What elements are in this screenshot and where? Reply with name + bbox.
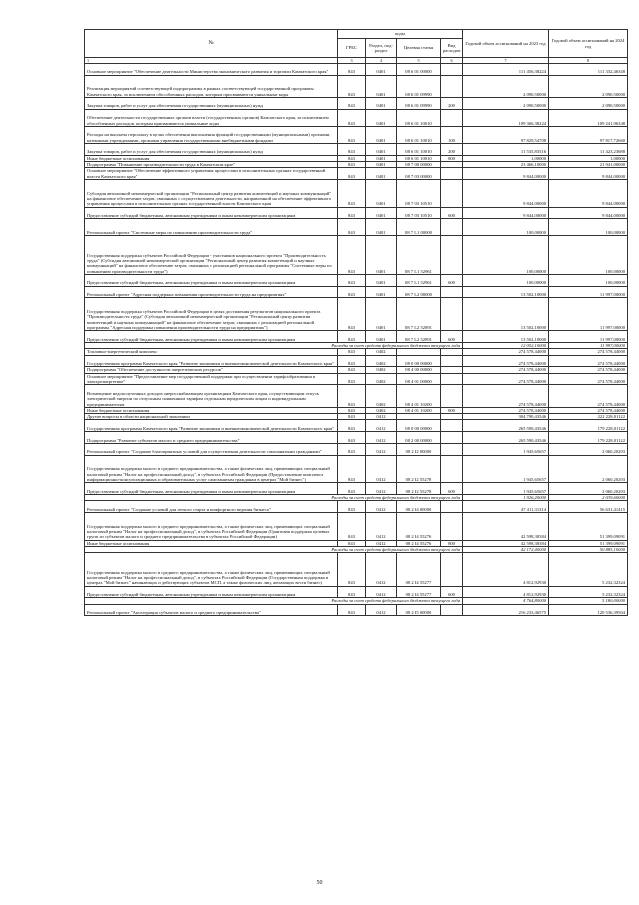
- section-code: 0401: [366, 143, 397, 155]
- target-code: 08 7 L2 00000: [397, 286, 441, 298]
- amount-2023: 1 945,65657: [463, 455, 549, 483]
- expense-type-code: [441, 168, 463, 180]
- row-description: Расходы за счет средств федерального бюджета текущего года: [85, 598, 463, 604]
- table-row: [85, 179, 628, 207]
- expense-type-code: [441, 75, 463, 97]
- amount-2023: 274 578,44000: [463, 367, 549, 373]
- grbs-code: 843: [338, 455, 366, 483]
- expense-type-code: [441, 355, 463, 367]
- expense-type-code: 600: [441, 483, 463, 495]
- amount-2023: 274 578,44000: [463, 407, 549, 413]
- amount-2024: 100,00000: [549, 219, 628, 236]
- section-code: 0402: [366, 355, 397, 367]
- section-code: 0412: [366, 443, 397, 455]
- table-row: [85, 331, 628, 343]
- grbs-code: 843: [338, 540, 366, 546]
- amount-2023: 97 829,54708: [463, 126, 549, 143]
- expense-type-code: [441, 219, 463, 236]
- section-code: 0401: [366, 109, 397, 126]
- expense-type-code: [441, 443, 463, 455]
- amount-2023: 4 764,80000: [463, 598, 549, 604]
- amount-2024: 2 060,20203: [549, 483, 628, 495]
- row-description: Государственная программа Камчатского края "Развитие экономики и внешнеэкономической деятельности Камчатского края": [85, 420, 338, 432]
- section-code: 0401: [366, 219, 397, 236]
- section-code: 0412: [366, 414, 397, 420]
- amount-2024: 179 228,01122: [549, 420, 628, 432]
- grbs-code: 843: [338, 331, 366, 343]
- row-description: Расходы за счет средств федерального бюджета текущего года: [85, 494, 463, 500]
- amount-2024: 2 060,20203: [549, 443, 628, 455]
- row-description: Региональный проект "Создание условий для легкого старта и комфортного ведения бизнеса": [85, 501, 338, 513]
- amount-2023: 42 598,38384: [463, 513, 549, 541]
- grbs-code: 843: [338, 219, 366, 236]
- row-description: Региональный проект "Адресная поддержка повышения производительности труда на предприятиях": [85, 286, 338, 298]
- row-description: Закупка товаров, работ и услуг для обеспечения государственных (муниципальных) нужд: [85, 143, 338, 155]
- row-description: Государственная поддержка малого и среднего предпринимательства, а также физических лиц, применяющих специальный налоговый режим "Налог на профессиональный доход", в субъектах Российской Федерации (Предоставление комплекса информационно-консультационных и образовательных услуг самозанятым гражданам в центрах "Мой бизнес"): [85, 455, 338, 483]
- grbs-code: 843: [338, 168, 366, 180]
- expense-type-code: 200: [441, 98, 463, 110]
- expense-type-code: 800: [441, 540, 463, 546]
- amount-2023: 23 466,10000: [463, 161, 549, 167]
- grbs-code: 843: [338, 407, 366, 413]
- row-description: Основное мероприятие "Обеспечение эффективного управления процессами в исполнительных органах государственной власти Камчатского края": [85, 168, 338, 180]
- section-code: 0412: [366, 455, 397, 483]
- table-row: [85, 219, 628, 236]
- section-code: 0401: [366, 161, 397, 167]
- column-index: 1: [85, 58, 338, 64]
- grbs-code: 843: [338, 553, 366, 586]
- target-code: 08 2 I2 55278: [397, 455, 441, 483]
- grbs-code: 843: [338, 414, 366, 420]
- target-code: 08 6 01 00000: [397, 64, 441, 76]
- amount-2023: 216 233,46575: [463, 604, 549, 616]
- table-row: [85, 385, 628, 407]
- target-code: 08 6 01 09990: [397, 98, 441, 110]
- row-description: Подпрограмма "Повышение производительности труда в Камчатском крае": [85, 161, 338, 167]
- table-header: [85, 30, 628, 64]
- table-row: [85, 286, 628, 298]
- row-description: Обеспечение деятельности государственных органов власти (государственных органов) Камчатского края, за исключением обособленных расходов, которым присваиваются уникальные коды: [85, 109, 338, 126]
- amount-2023: 13 502,10000: [463, 286, 549, 298]
- table-row: [85, 373, 628, 385]
- expense-type-code: [441, 385, 463, 407]
- expense-type-code: [441, 286, 463, 298]
- table-row: [85, 420, 628, 432]
- header-2024: Годовой объем ассигнований на 2024 год: [549, 30, 628, 58]
- expense-type-code: [441, 373, 463, 385]
- grbs-code: 843: [338, 298, 366, 331]
- amount-2024: 274 578,44000: [549, 385, 628, 407]
- expense-type-code: 100: [441, 126, 463, 143]
- amount-2023: 274 578,44000: [463, 349, 549, 355]
- target-code: 08 0 00 00000: [397, 355, 441, 367]
- grbs-code: 843: [338, 98, 366, 110]
- section-code: 0401: [366, 286, 397, 298]
- expense-type-code: [441, 179, 463, 207]
- table-row: [85, 553, 628, 586]
- amount-2023: 42 172,40000: [463, 547, 549, 553]
- header-2023: Годовой объем ассигнований на 2023 год: [463, 30, 549, 58]
- grbs-code: 843: [338, 385, 366, 407]
- grbs-code: 843: [338, 420, 366, 432]
- expense-type-code: [441, 236, 463, 274]
- amount-2023: 274 578,44000: [463, 385, 549, 407]
- grbs-code: 843: [338, 604, 366, 616]
- section-code: 0412: [366, 540, 397, 546]
- table-row: [85, 274, 628, 286]
- section-code: 0401: [366, 64, 397, 76]
- amount-2023: 9 844,00000: [463, 179, 549, 207]
- expense-type-code: 800: [441, 155, 463, 161]
- expense-type-code: 800: [441, 407, 463, 413]
- budget-table: [84, 29, 628, 616]
- header-expense-type: Вид расходов: [441, 39, 463, 58]
- amount-2023: 2 090,50000: [463, 98, 549, 110]
- row-description: Предоставление субсидий бюджетным, автономным учреждениям и иным некоммерческим организациям: [85, 331, 338, 343]
- page-number: 50: [316, 880, 323, 886]
- section-code: 0401: [366, 179, 397, 207]
- table-row: [85, 109, 628, 126]
- expense-type-code: [441, 298, 463, 331]
- grbs-code: 843: [338, 373, 366, 385]
- grbs-code: 843: [338, 75, 366, 97]
- table-row: [85, 236, 628, 274]
- amount-2023: 2 090,50000: [463, 75, 549, 97]
- section-code: 0412: [366, 513, 397, 541]
- row-description: Расходы за счет средств федерального бюджета текущего года: [85, 343, 463, 349]
- amount-2024: 274 578,44000: [549, 373, 628, 385]
- column-index: 3: [338, 58, 366, 64]
- amount-2023: 42 598,38384: [463, 540, 549, 546]
- table-row: [85, 168, 628, 180]
- grbs-code: 843: [338, 236, 366, 274]
- row-description: Региональный проект "Системные меры по повышению производительности труда": [85, 219, 338, 236]
- target-code: 08 7 L1 52961: [397, 274, 441, 286]
- section-code: 0412: [366, 604, 397, 616]
- amount-2023: 47 411,31314: [463, 501, 549, 513]
- expense-type-code: [441, 604, 463, 616]
- amount-2024: 1,00000: [549, 155, 628, 161]
- table-row: [85, 604, 628, 616]
- expense-type-code: [441, 513, 463, 541]
- row-description: Иные бюджетные ассигнования: [85, 155, 338, 161]
- amount-2023: 4 812,92930: [463, 586, 549, 598]
- amount-2023: 109 366,38224: [463, 109, 549, 126]
- amount-2023: 100,00000: [463, 236, 549, 274]
- amount-2024: 9 844,00000: [549, 179, 628, 207]
- target-code: 08 6 01 10010: [397, 155, 441, 161]
- amount-2023: 1 945,65657: [463, 483, 549, 495]
- amount-2023: 9 844,00000: [463, 168, 549, 180]
- amount-2023: 4 812,92930: [463, 553, 549, 586]
- expense-type-code: [441, 432, 463, 444]
- amount-2024: 11 997,00000: [549, 298, 628, 331]
- target-code: 08 4 01 10200: [397, 385, 441, 407]
- target-code: 08 7 03 00000: [397, 168, 441, 180]
- column-index: 6: [441, 58, 463, 64]
- target-code: 08 4 01 00000: [397, 373, 441, 385]
- expense-type-code: 600: [441, 274, 463, 286]
- table-row: [85, 126, 628, 143]
- target-code: 08 2 I4 55277: [397, 553, 441, 586]
- amount-2024: 274 578,44000: [549, 367, 628, 373]
- table-row: [85, 75, 628, 97]
- grbs-code: 843: [338, 64, 366, 76]
- grbs-code: 843: [338, 155, 366, 161]
- amount-2024: 100,00000: [549, 274, 628, 286]
- table-row: [85, 432, 628, 444]
- amount-2024: 274 578,44000: [549, 349, 628, 355]
- header-grbs: ГРБС: [338, 39, 366, 58]
- grbs-code: 843: [338, 274, 366, 286]
- amount-2024: 222 228,01122: [549, 414, 628, 420]
- row-description: Предоставление субсидий бюджетным, автономным учреждениям и иным некоммерческим организациям: [85, 207, 338, 219]
- section-code: 0401: [366, 126, 397, 143]
- grbs-code: 843: [338, 109, 366, 126]
- section-code: 0401: [366, 168, 397, 180]
- expense-type-code: 600: [441, 207, 463, 219]
- row-description: Предоставление субсидий бюджетным, автономным учреждениям и иным некоммерческим организациям: [85, 274, 338, 286]
- table-row: [85, 143, 628, 155]
- table-row: [85, 207, 628, 219]
- amount-2024: 179 228,01122: [549, 432, 628, 444]
- target-code: 08 2 00 00000: [397, 432, 441, 444]
- amount-2024: 51 399,09091: [549, 540, 628, 546]
- row-description: Иные бюджетные ассигнования: [85, 407, 338, 413]
- section-code: 0402: [366, 349, 397, 355]
- grbs-code: 843: [338, 349, 366, 355]
- grbs-code: 843: [338, 207, 366, 219]
- table-row: [85, 298, 628, 331]
- section-code: 0401: [366, 298, 397, 331]
- target-code: 08 6 01 10010: [397, 126, 441, 143]
- row-description: Региональный проект "Создание благоприятных условий для осуществления деятельности самозанятыми гражданами": [85, 443, 338, 455]
- table-row: [85, 355, 628, 367]
- grbs-code: 843: [338, 513, 366, 541]
- header-section: Раздел, под-раздел: [366, 39, 397, 58]
- row-description: Субсидия автономной некоммерческой организации "Региональный центр развития компетенций и научных коммуникаций" на финансовое обеспечение затрат, связанных с осуществлением деятельности, направленной на обеспечение эффективного управления процессами в исполнительных органах государственной власти Камчатского края: [85, 179, 338, 207]
- table-row: [85, 586, 628, 598]
- row-description: Иные бюджетные ассигнования: [85, 540, 338, 546]
- table-row: [85, 64, 628, 76]
- target-code: 08 4 00 00000: [397, 367, 441, 373]
- amount-2024: 109 241,96348: [549, 109, 628, 126]
- amount-2023: 12 052,10000: [463, 343, 549, 349]
- row-description: Региональный проект "Акселерация субъектов малого и среднего предпринимательства": [85, 604, 338, 616]
- grbs-code: 843: [338, 432, 366, 444]
- section-code: 0401: [366, 207, 397, 219]
- amount-2024: 2 039,60000: [549, 494, 628, 500]
- table-row: [85, 513, 628, 541]
- target-code: 08 4 01 10200: [397, 407, 441, 413]
- section-code: 0402: [366, 373, 397, 385]
- amount-2023: 265 590,43546: [463, 420, 549, 432]
- amount-2024: 50 885,10000: [549, 547, 628, 553]
- amount-2023: 9 844,00000: [463, 207, 549, 219]
- expense-type-code: 600: [441, 586, 463, 598]
- row-description: Государственная поддержка субъектов Российской Федерации - участников национального проекта "Производительность труда" (Субсидия автономной некоммерческой организации "Региональный центр развития компетенций и научных коммуникаций" на финансовое обеспечение затрат, связанных с реализацией региональной программы "Системные меры по повышению производительности труда"): [85, 236, 338, 274]
- expense-type-code: [441, 109, 463, 126]
- target-code: 08 0 00 00000: [397, 420, 441, 432]
- amount-2024: 120 536,39504: [549, 604, 628, 616]
- target-code: 08 2 I4 55277: [397, 586, 441, 598]
- target-code: 08 2 I4 00000: [397, 501, 441, 513]
- amount-2024: 2 060,20203: [549, 455, 628, 483]
- amount-2023: 1 945,65657: [463, 443, 549, 455]
- amount-2024: 5 232,32324: [549, 586, 628, 598]
- row-description: Подпрограмма "Развитие субъектов малого и среднего предпринимательства": [85, 432, 338, 444]
- section-code: 0412: [366, 553, 397, 586]
- section-code: 0401: [366, 75, 397, 97]
- column-index: 7: [463, 58, 549, 64]
- section-code: 0402: [366, 385, 397, 407]
- amount-2024: 5 180,00000: [549, 598, 628, 604]
- row-description: Государственная поддержка малого и среднего предпринимательства, а также физических лиц, применяющих специальный налоговый режим "Налог на профессиональный доход", в субъектах Российской Федерации (Государственная поддержка в центрах "Мой бизнес" начинающих и действующих субъектов МСП, а также физических лиц, желающих вести бизнес): [85, 553, 338, 586]
- row-description: Закупка товаров, работ и услуг для обеспечения государственных (муниципальных) нужд: [85, 98, 338, 110]
- amount-2024: 11 423,23688: [549, 143, 628, 155]
- grbs-code: 843: [338, 286, 366, 298]
- target-code: 08 7 L1 52961: [397, 236, 441, 274]
- target-code: 08 2 I4 55276: [397, 540, 441, 546]
- grbs-code: 843: [338, 126, 366, 143]
- expense-type-code: [441, 64, 463, 76]
- table-row: [85, 501, 628, 513]
- amount-2024: 5 232,32324: [549, 553, 628, 586]
- amount-2024: 9 844,00000: [549, 207, 628, 219]
- amount-2023: 13 502,10000: [463, 298, 549, 331]
- amount-2024: 11 997,00000: [549, 331, 628, 343]
- section-code: 0402: [366, 367, 397, 373]
- expense-type-code: [441, 553, 463, 586]
- column-index: 4: [366, 58, 397, 64]
- section-code: 0401: [366, 155, 397, 161]
- grbs-code: 843: [338, 161, 366, 167]
- amount-2024: 97 817,72660: [549, 126, 628, 143]
- row-description: Другие вопросы в области национальной экономики: [85, 414, 338, 420]
- row-description: Основное мероприятие "Предоставление мер государственной поддержки при осуществлении тарифообразования в электроэнергетике": [85, 373, 338, 385]
- row-description: Предоставление субсидий бюджетным, автономным учреждениям и иным некоммерческим организациям: [85, 586, 338, 598]
- target-code: 08 2 I5 00000: [397, 604, 441, 616]
- section-code: 0412: [366, 420, 397, 432]
- amount-2024: 2 090,50000: [549, 98, 628, 110]
- table-row: [85, 98, 628, 110]
- amount-2023: 111 456,38224: [463, 64, 549, 76]
- table-row: [85, 483, 628, 495]
- target-code: 08 2 I2 00000: [397, 443, 441, 455]
- target-code: 08 2 I2 55278: [397, 483, 441, 495]
- row-description: Реализация мероприятий соответствующей подпрограммы в рамках соответствующей государственной программы Камчатского края, за исключением обособленных расходов, которым присваиваются уникальные коды: [85, 75, 338, 97]
- header-target: Целевая статья: [397, 39, 441, 58]
- amount-2023: 274 578,44000: [463, 373, 549, 385]
- amount-2024: 11 997,00000: [549, 343, 628, 349]
- section-code: 0401: [366, 274, 397, 286]
- row-description: Государственная программа Камчатского края "Развитие экономики и внешнеэкономической деятельности Камчатского края": [85, 355, 338, 367]
- amount-2023: 304 790,43546: [463, 414, 549, 420]
- grbs-code: 843: [338, 143, 366, 155]
- target-code: 08 7 L2 52891: [397, 298, 441, 331]
- amount-2024: 9 844,00000: [549, 168, 628, 180]
- row-description: Возмещение недополученных доходов энергоснабжающим организациям Камчатского края, осуществляющим отпуск электрической энергии по отпускным сниженным тарифам отдельным юридическим лицам и индивидуальным предпринимателям: [85, 385, 338, 407]
- section-code: 0412: [366, 586, 397, 598]
- target-code: 08 2 I4 55276: [397, 513, 441, 541]
- table-row: [85, 443, 628, 455]
- header-codes: коды: [338, 30, 463, 39]
- section-code: 0412: [366, 483, 397, 495]
- amount-2023: 265 590,43546: [463, 432, 549, 444]
- amount-2024: 11 997,00000: [549, 286, 628, 298]
- grbs-code: 843: [338, 443, 366, 455]
- target-code: 08 7 00 00000: [397, 161, 441, 167]
- amount-2023: 274 578,44000: [463, 355, 549, 367]
- row-description: Предоставление субсидий бюджетным, автономным учреждениям и иным некоммерческим организациям: [85, 483, 338, 495]
- row-description: Основное мероприятие "Обеспечение деятельности Министерства экономического развития и торговли Камчатского края": [85, 64, 338, 76]
- expense-type-code: 200: [441, 143, 463, 155]
- amount-2023: 100,00000: [463, 219, 549, 236]
- amount-2024: 51 399,09091: [549, 513, 628, 541]
- amount-2023: 1 926,20000: [463, 494, 549, 500]
- section-code: 0401: [366, 236, 397, 274]
- table-body: [85, 64, 628, 616]
- target-code: 08 7 03 10510: [397, 179, 441, 207]
- section-code: 0412: [366, 501, 397, 513]
- amount-2024: 21 941,00000: [549, 161, 628, 167]
- expense-type-code: 600: [441, 331, 463, 343]
- row-description: Расходы на выплаты персоналу в целях обеспечения выполнения функций государственными (муниципальными) органами, казенными учреждениями, органами управления государственными внебюджетными фондами: [85, 126, 338, 143]
- section-code: 0412: [366, 432, 397, 444]
- column-index: 8: [549, 58, 628, 64]
- target-code: 08 7 L2 52891: [397, 331, 441, 343]
- amount-2024: 274 578,44000: [549, 407, 628, 413]
- amount-2023: 1,00000: [463, 155, 549, 161]
- section-code: 0401: [366, 331, 397, 343]
- amount-2024: 274 578,44000: [549, 355, 628, 367]
- row-description: Государственная поддержка малого и среднего предпринимательства, а также физических лиц, применяющих специальный налоговый режим "Налог на профессиональный доход", в субъектах Российской Федерации (Грантовая поддержка целевых групп из субъектов малого и среднего предпринимательства в субъектах Российской Федерации): [85, 513, 338, 541]
- target-code: 08 6 01 10010: [397, 143, 441, 155]
- grbs-code: 843: [338, 367, 366, 373]
- section-code: 0401: [366, 98, 397, 110]
- row-description: Топливно-энергетический комплекс: [85, 349, 338, 355]
- target-code: 08 6 01 10010: [397, 109, 441, 126]
- amount-2023: 100,00000: [463, 274, 549, 286]
- amount-2024: 2 090,50000: [549, 75, 628, 97]
- amount-2024: 100,00000: [549, 236, 628, 274]
- row-description: Расходы за счет средств федерального бюджета текущего года: [85, 547, 463, 553]
- section-code: 0402: [366, 407, 397, 413]
- table-row: [85, 455, 628, 483]
- row-description: Государственная поддержка субъектов Российской Федерации в целях достижения результатов национального проекта "Производительность труда" (Субсидия автономной некоммерческой организации "Региональный центр развития компетенций и научных коммуникаций" на финансовое обеспечение затрат, связанных с реализацией региональной программы "Адресная поддержка повышения производительности труда на предприятиях"): [85, 298, 338, 331]
- amount-2023: 13 502,10000: [463, 331, 549, 343]
- grbs-code: 843: [338, 586, 366, 598]
- grbs-code: 843: [338, 483, 366, 495]
- expense-type-code: [441, 420, 463, 432]
- amount-2024: 111 332,46348: [549, 64, 628, 76]
- column-index: 5: [397, 58, 441, 64]
- expense-type-code: [441, 501, 463, 513]
- amount-2023: 11 535,83516: [463, 143, 549, 155]
- expense-type-code: [441, 455, 463, 483]
- amount-2024: 56 631,41415: [549, 501, 628, 513]
- header-number: №: [85, 30, 338, 58]
- grbs-code: 843: [338, 355, 366, 367]
- grbs-code: 843: [338, 179, 366, 207]
- grbs-code: 843: [338, 501, 366, 513]
- target-code: 08 6 01 09990: [397, 75, 441, 97]
- row-description: Подпрограмма "Обеспечение доступности энергетических ресурсов": [85, 367, 338, 373]
- target-code: 08 7 L1 00000: [397, 219, 441, 236]
- target-code: 08 7 03 10510: [397, 207, 441, 219]
